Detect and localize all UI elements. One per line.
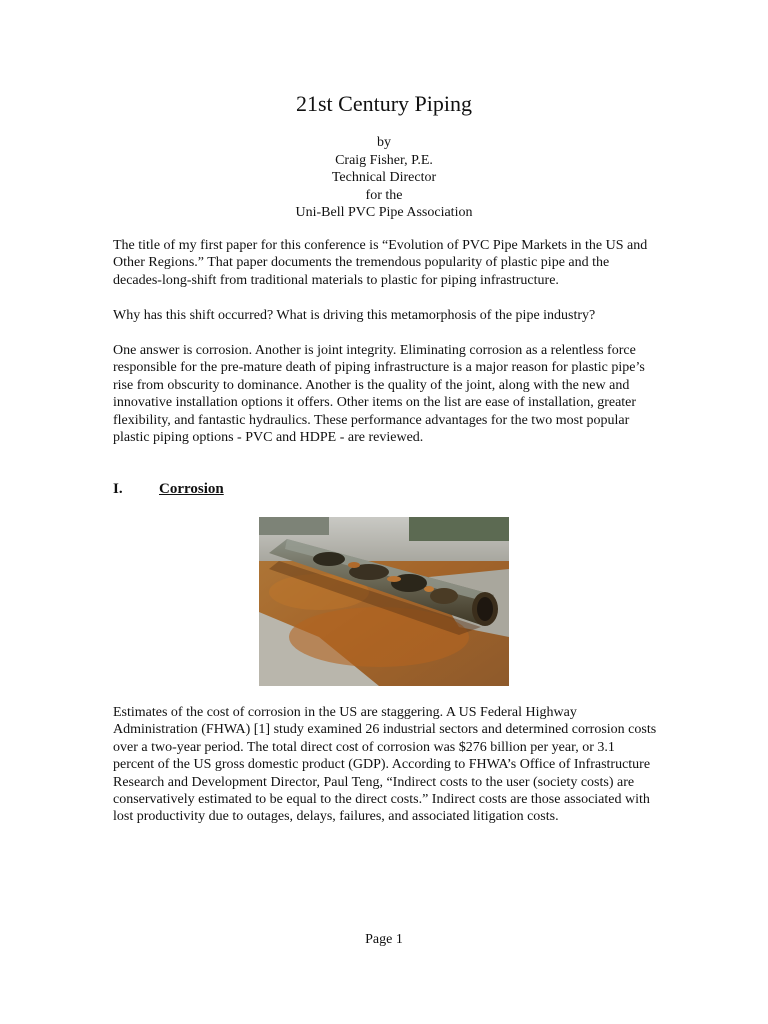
corroded-pipe-photo	[259, 517, 509, 686]
section-number: I.	[113, 481, 123, 497]
byline-line: for the	[365, 187, 403, 203]
intro-paragraph: The title of my first paper for this conference is “Evolution of PVC Pipe Markets in the US and Other Regions.” That paper documents the tremendous popularity of plastic pipe and the decades-long-shift from traditional materials to plastic for piping infrastructure.	[113, 238, 648, 288]
document-title: 21st Century Piping	[295, 91, 472, 116]
page-number: Page 1	[365, 932, 403, 947]
section-title: Corrosion	[159, 481, 224, 497]
author-byline	[0, 134, 768, 222]
question-paragraph: Why has this shift occurred? What is driving this metamorphosis of the pipe industry?	[113, 308, 596, 323]
corrosion-cost-paragraph: Estimates of the cost of corrosion in the US are staggering. A US Federal Highway Administration (FHWA) [1] study examined 26 industrial sectors and determined corrosion costs over a two-year period. The total direct cost of corrosion was $276 billion per year, or 3.1 percent of the US gross domestic product (GDP). According to FHWA’s Office of Infrastructure Research and Development Director, Paul Teng, “Indirect costs to the user (society costs) are conservatively estimated to be equal to the direct costs.” Indirect costs are those associated with lost productivity due to outages, delays, failures, and associated litigation costs.	[113, 705, 657, 825]
byline-line: Technical Director	[331, 170, 437, 185]
byline-line: by	[377, 135, 391, 150]
section-heading	[113, 481, 224, 498]
byline-line: Uni-Bell PVC Pipe Association	[295, 205, 473, 220]
byline-line: Craig Fisher, P.E.	[335, 152, 433, 168]
answer-paragraph: One answer is corrosion. Another is joint integrity. Eliminating corrosion as a relentless force responsible for the pre-mature death of piping infrastructure is a major reason for plastic pipe’s rise from obscurity to dominance. Another is the quality of the joint, along with the new and innovative installation options it offers. Other items on the list are ease of installation, greater flexibility, and fantastic hydraulics. These performance advantages for the two most popular plastic piping options - PVC and HDPE - are reviewed.	[113, 343, 645, 446]
